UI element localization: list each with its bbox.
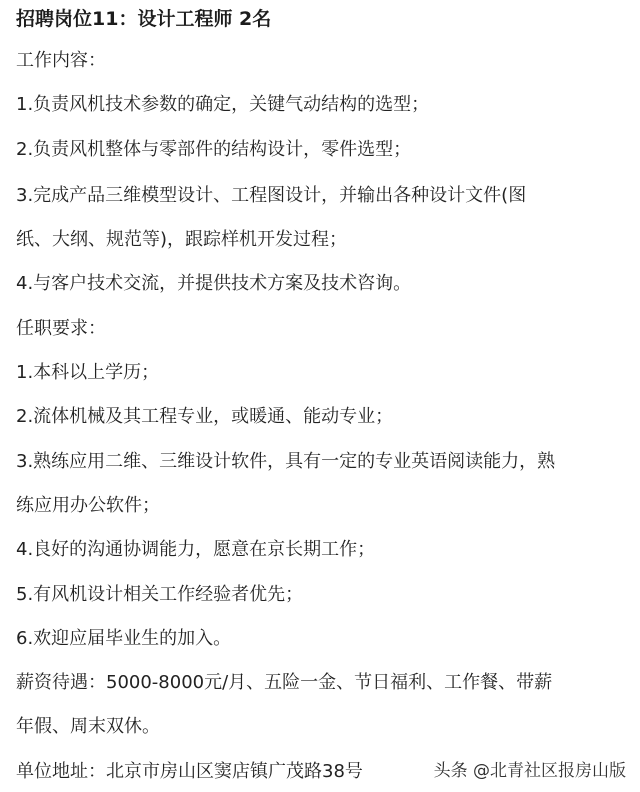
requirement-item-3: 3.熟练应用二维、三维设计软件，具有一定的专业英语阅读能力，熟 [16, 451, 556, 472]
duty-item-3-cont: 纸、大纲、规范等)，跟踪样机开发过程； [16, 229, 348, 250]
duty-item-2: 2.负责风机整体与零部件的结构设计，零件选型； [16, 139, 412, 160]
salary-benefits-cont: 年假、周末双休。 [16, 716, 160, 737]
requirement-item-6: 6.欢迎应届毕业生的加入。 [16, 628, 232, 649]
duty-item-3: 3.完成产品三维模型设计、工程图设计，并输出各种设计文件(图 [16, 185, 527, 206]
section-heading-duties: 工作内容： [16, 50, 106, 71]
duty-item-4: 4.与客户技术交流，并提供技术方案及技术咨询。 [16, 273, 412, 294]
section-heading-requirements: 任职要求： [16, 318, 106, 339]
requirement-item-2: 2.流体机械及其工程专业，或暖通、能动专业； [16, 406, 394, 427]
company-address: 单位地址：北京市房山区窦店镇广茂路38号 [16, 761, 363, 782]
source-watermark: 头条 @北青社区报房山版 [433, 761, 626, 781]
duty-item-1: 1.负责风机技术参数的确定，关键气动结构的选型； [16, 94, 430, 115]
requirement-item-5: 5.有风机设计相关工作经验者优先； [16, 584, 304, 605]
salary-benefits: 薪资待遇：5000-8000元/月、五险一金、节日福利、工作餐、带薪 [16, 672, 553, 693]
requirement-item-3-cont: 练应用办公软件； [16, 495, 160, 516]
job-title: 招聘岗位11：设计工程师 2名 [16, 8, 272, 30]
requirement-item-1: 1.本科以上学历； [16, 362, 160, 383]
requirement-item-4: 4.良好的沟通协调能力，愿意在京长期工作； [16, 539, 376, 560]
